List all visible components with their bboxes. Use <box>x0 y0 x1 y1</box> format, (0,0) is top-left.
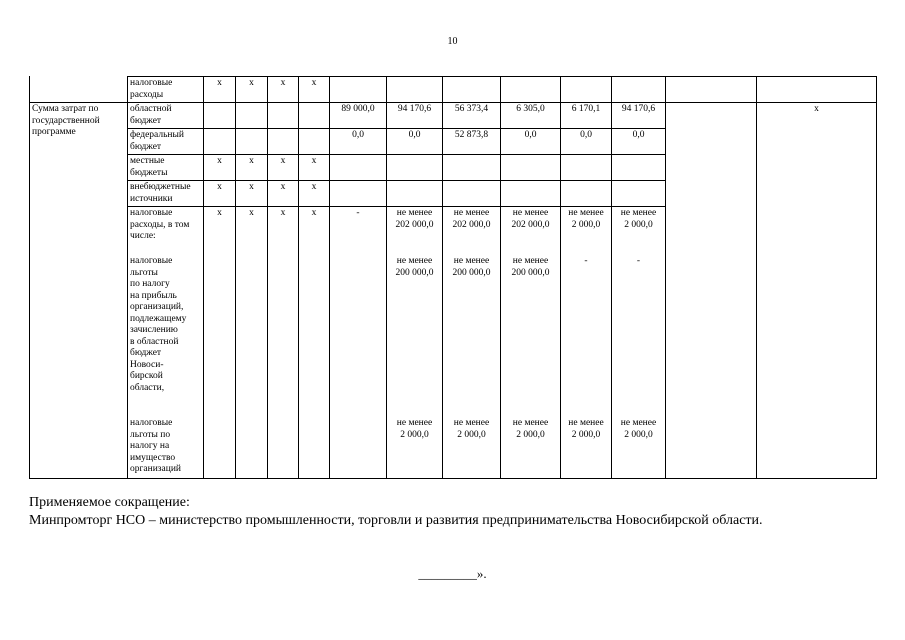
cell-x: x <box>299 155 330 181</box>
cell-value: 6 170,1 <box>561 103 612 129</box>
closing-mark: _________». <box>418 566 487 581</box>
cell-dash: - <box>330 207 387 255</box>
cell-value: не менее 2 000,0 <box>561 417 612 479</box>
table-row <box>30 103 877 129</box>
row-label: федеральный бюджет <box>128 129 204 155</box>
cell-x: x <box>204 155 236 181</box>
row-label: налоговые расходы <box>128 77 204 103</box>
cell-x: x <box>268 181 299 207</box>
cell-value: 0,0 <box>501 129 561 155</box>
cell-value: не менее 200 000,0 <box>501 255 561 417</box>
cell-value: не менее 2 000,0 <box>612 417 666 479</box>
row-label: местные бюджеты <box>128 155 204 181</box>
cell-x: x <box>236 155 268 181</box>
cell-value: не менее 200 000,0 <box>443 255 501 417</box>
cell-x: x <box>299 77 330 103</box>
row-label: внебюджетные источники <box>128 181 204 207</box>
cell-x: x <box>204 77 236 103</box>
cell-x: x <box>757 103 877 479</box>
program-costs-table <box>29 76 877 479</box>
cell-x: x <box>299 207 330 255</box>
table-row <box>30 77 877 103</box>
row-label: областной бюджет <box>128 103 204 129</box>
cell-value: не менее 2 000,0 <box>612 207 666 255</box>
cell-dash: - <box>612 255 666 417</box>
cell-value: 89 000,0 <box>330 103 387 129</box>
cell-x: x <box>236 77 268 103</box>
cell-value: не менее 202 000,0 <box>387 207 443 255</box>
cell-value: 56 373,4 <box>443 103 501 129</box>
cell-value: 94 170,6 <box>387 103 443 129</box>
cell-x: x <box>236 181 268 207</box>
cell-value: 94 170,6 <box>612 103 666 129</box>
page-number: 10 <box>447 36 458 47</box>
cell-value: не менее 2 000,0 <box>443 417 501 479</box>
abbreviation-definition: Минпромторг НСО – министерство промышленности, торговли и развития предпринимательства Новосибирской области. <box>29 513 763 528</box>
cell-x: x <box>204 181 236 207</box>
cell-value: не менее 200 000,0 <box>387 255 443 417</box>
cell-x: x <box>236 207 268 255</box>
cell-value: не менее 2 000,0 <box>501 417 561 479</box>
cell-value: не менее 2 000,0 <box>387 417 443 479</box>
cell-value: 6 305,0 <box>501 103 561 129</box>
cell-value: 0,0 <box>330 129 387 155</box>
cell-value: 0,0 <box>561 129 612 155</box>
cell-value: 0,0 <box>612 129 666 155</box>
cell-dash: - <box>561 255 612 417</box>
section-label: Сумма затрат по государственной программе <box>30 103 128 479</box>
cell-value: не менее 2 000,0 <box>561 207 612 255</box>
row-label: налоговые льготы по налогу на прибыль организаций, подлежащему зачислению в областной бюджет Новоси- бирской области, <box>128 255 204 417</box>
cell-value: 52 873,8 <box>443 129 501 155</box>
row-label: налоговые расходы, в том числе: <box>128 207 204 255</box>
cell-value: не менее 202 000,0 <box>443 207 501 255</box>
cell-x: x <box>268 207 299 255</box>
cell-value: 0,0 <box>387 129 443 155</box>
row-label: налоговые льготы по налогу на имущество организаций <box>128 417 204 479</box>
cell-x: x <box>204 207 236 255</box>
abbreviation-title: Применяемое сокращение: <box>29 495 190 510</box>
cell-value: не менее 202 000,0 <box>501 207 561 255</box>
cell-x: x <box>268 77 299 103</box>
cell-x: x <box>268 155 299 181</box>
cell-x: x <box>299 181 330 207</box>
